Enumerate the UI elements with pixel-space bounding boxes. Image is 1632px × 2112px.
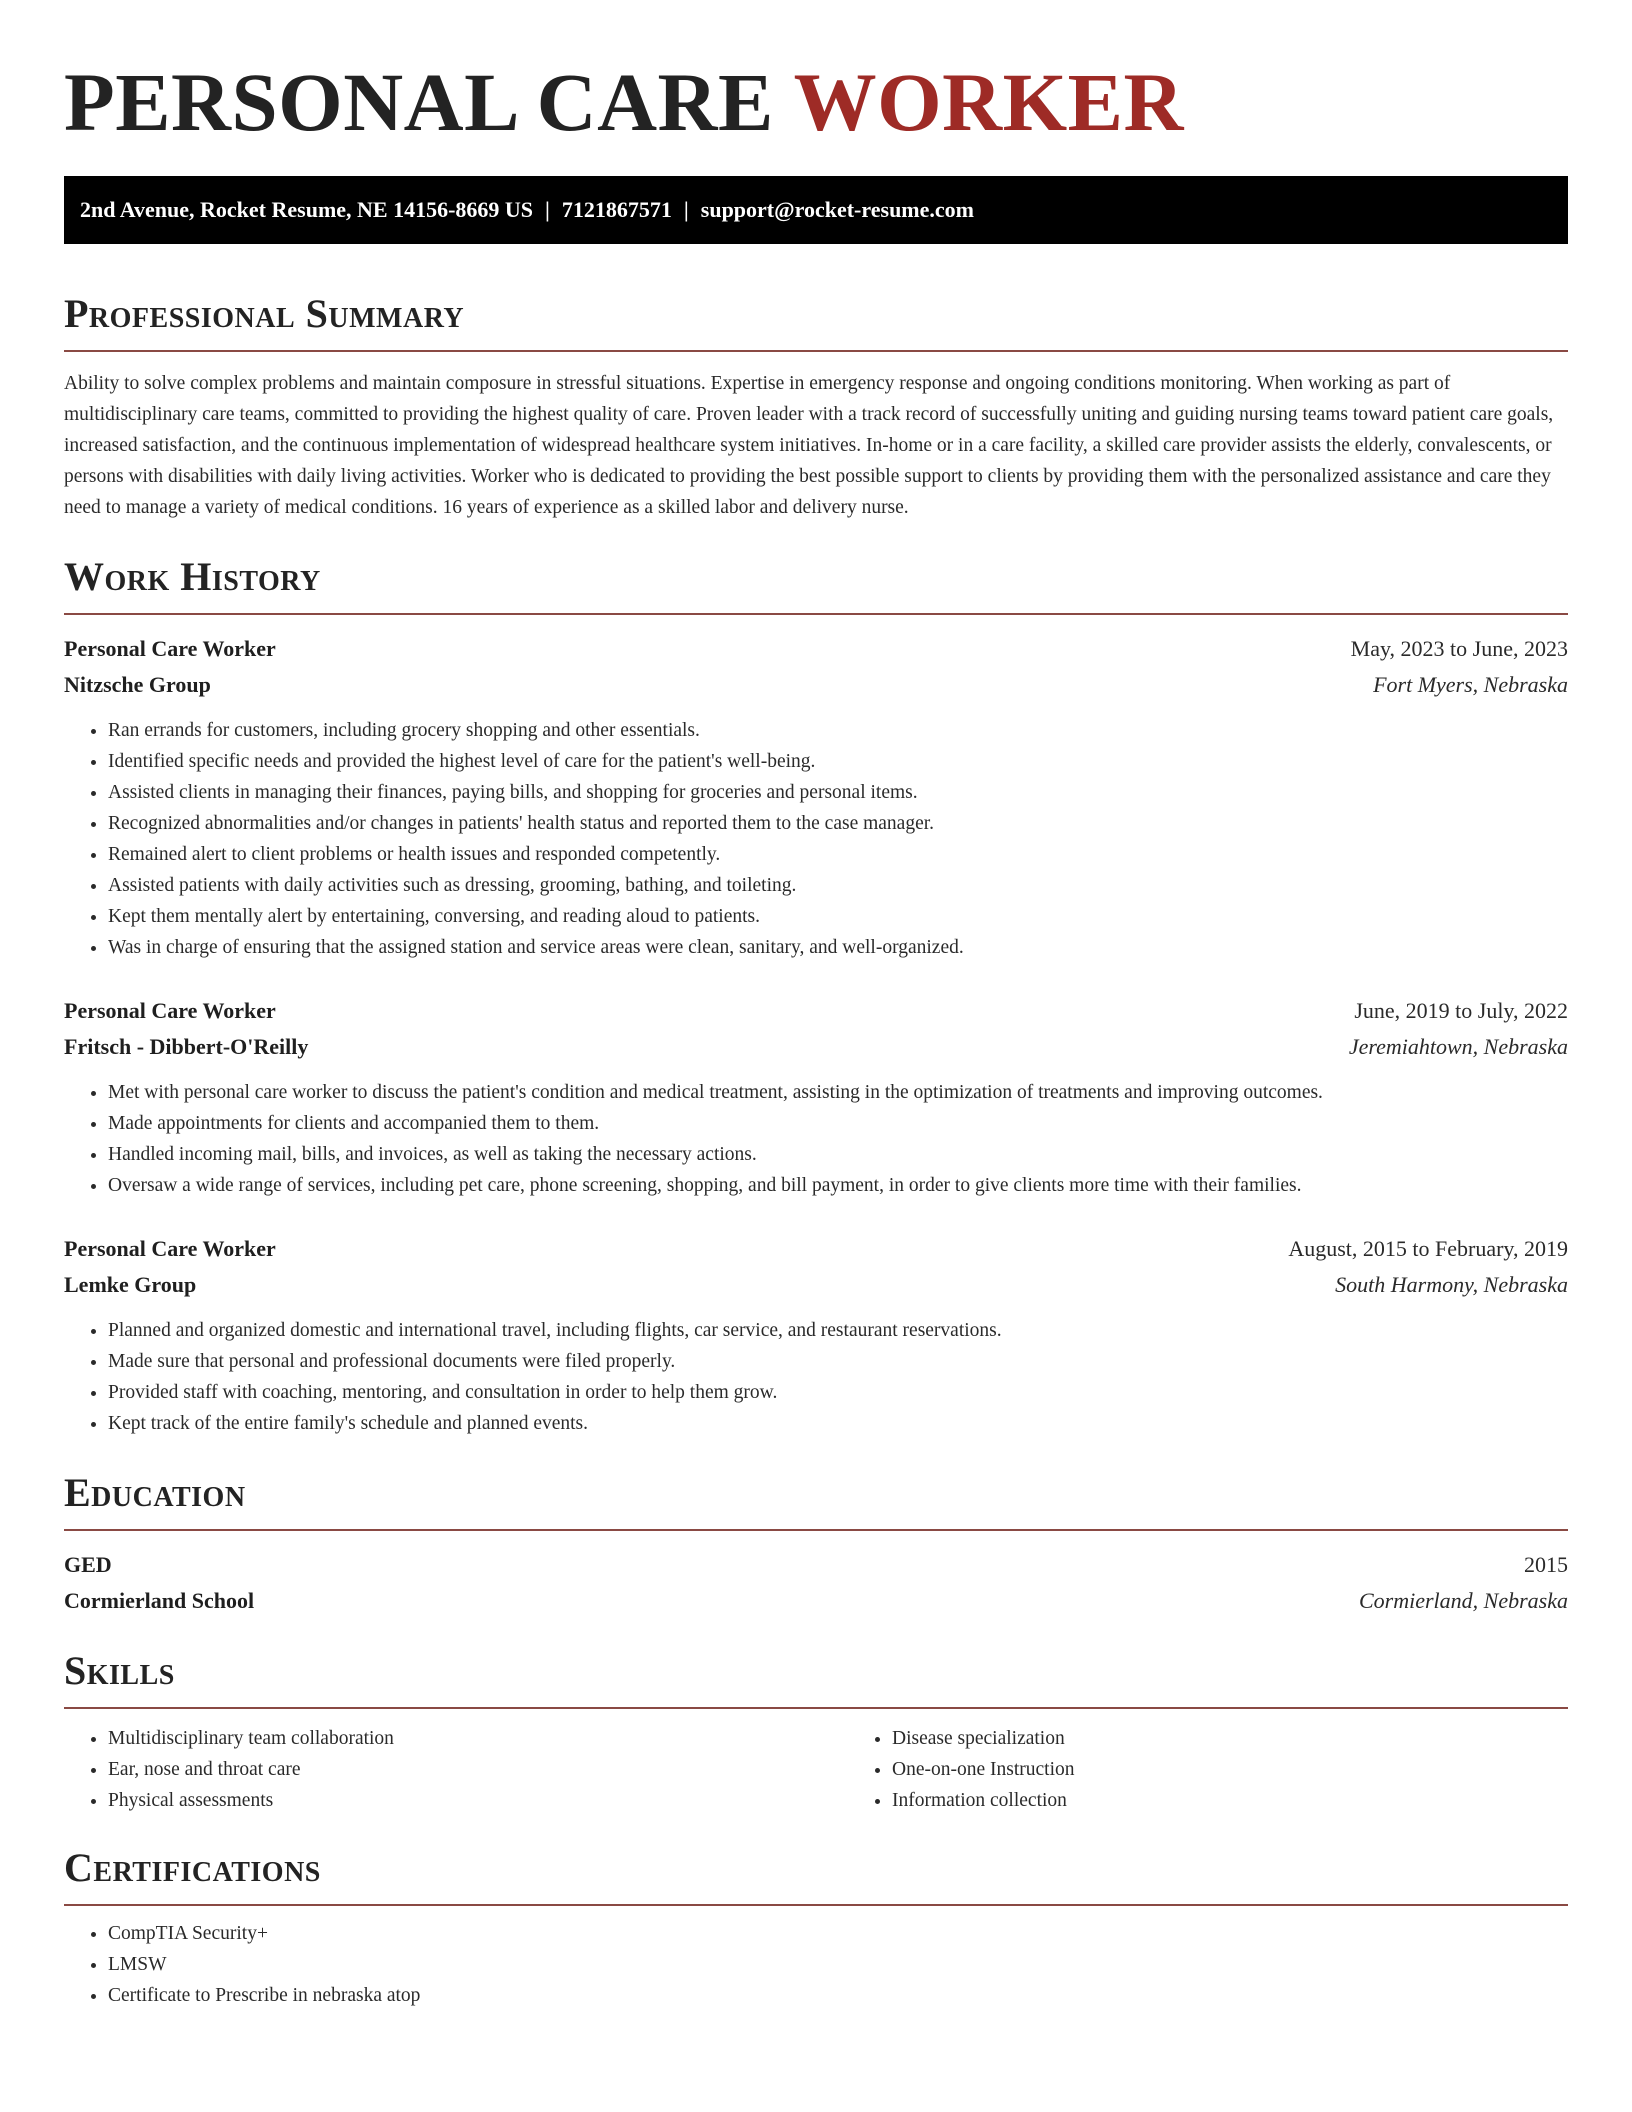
section-title-certifications: Certifications <box>64 1845 321 1890</box>
section-title-work-history: Work History <box>64 554 321 599</box>
title-accent: WORKER <box>793 56 1184 148</box>
skill-item: • Physical assessments <box>108 1785 848 1816</box>
certification-item: • Certificate to Prescribe in nebraska atop <box>108 1980 1568 2011</box>
job-bullet: • Kept track of the entire family's schedule and planned events. <box>108 1408 1568 1439</box>
job-company: Fritsch - Dibbert-O'Reilly <box>64 1034 309 1059</box>
job-bullet: • Made sure that personal and professional documents were filed properly. <box>108 1346 1568 1377</box>
skill-item: • Information collection <box>892 1785 1632 1816</box>
job-bullet: • Met with personal care worker to discuss the patient's condition and medical treatment, assisting in the optimization of treatments and improving outcomes. <box>108 1077 1568 1108</box>
job-dates: August, 2015 to February, 2019 <box>1288 1236 1568 1261</box>
job-role: Personal Care Worker <box>64 636 276 661</box>
section-divider <box>64 613 1568 615</box>
skills-grid <box>64 1723 1568 1816</box>
professional-summary-section <box>64 288 1568 523</box>
job-dates: May, 2023 to June, 2023 <box>1350 636 1568 661</box>
summary-text: Ability to solve complex problems and maintain composure in stressful situations. Expertise in emergency response and ongoing conditions monitoring. When working as part of multidisciplinary care teams, committed to providing the highest quality of care. Proven leader with a track record of successfully uniting and guiding nursing teams toward patient care goals, increased satisfaction, and the continuous implementation of widespread healthcare system initiatives. In-home or in a care facility, a skilled care provider assists the elderly, convalescents, or persons with disabilities with daily living activities. Worker who is dedicated to providing the best possible support to clients by providing them with the personalized assistance and care they need to manage a variety of medical conditions. 16 years of experience as a skilled labor and delivery nurse. <box>64 373 1554 518</box>
job-entry <box>64 1231 1568 1439</box>
contact-email[interactable]: support@rocket-resume.com <box>700 197 974 222</box>
job-company: Lemke Group <box>64 1272 197 1297</box>
section-title-skills: Skills <box>64 1648 175 1693</box>
job-bullet: • Assisted clients in managing their finances, paying bills, and shopping for groceries and personal items. <box>108 777 1568 808</box>
contact-bar <box>64 176 1568 244</box>
education-entry <box>64 1547 1568 1619</box>
certifications-section <box>64 1842 1568 2011</box>
job-bullet: • Ran errands for customers, including grocery shopping and other essentials. <box>108 715 1568 746</box>
education-location: Cormierland, Nebraska <box>1359 1588 1568 1613</box>
education-school-row <box>64 1583 1568 1619</box>
job-bullet: • Identified specific needs and provided the highest level of care for the patient's well-being. <box>108 746 1568 777</box>
education-school: Cormierland School <box>64 1588 255 1613</box>
job-role: Personal Care Worker <box>64 1236 276 1261</box>
section-divider <box>64 1904 1568 1906</box>
skill-item: • Ear, nose and throat care <box>108 1754 848 1785</box>
job-header-row <box>64 993 1568 1029</box>
skills-column-right <box>848 1723 1632 1816</box>
education-header-row <box>64 1547 1568 1583</box>
job-bullets <box>64 715 1568 963</box>
contact-address: 2nd Avenue, Rocket Resume, NE 14156-8669 US <box>80 197 534 222</box>
job-bullet: • Assisted patients with daily activities such as dressing, grooming, bathing, and toileting. <box>108 870 1568 901</box>
skill-item: • Disease specialization <box>892 1723 1632 1754</box>
job-bullet: • Kept them mentally alert by entertaining, conversing, and reading aloud to patients. <box>108 901 1568 932</box>
job-bullet: • Remained alert to client problems or health issues and responded competently. <box>108 839 1568 870</box>
job-entry <box>64 631 1568 963</box>
job-company-row <box>64 1267 1568 1303</box>
job-company-row <box>64 667 1568 703</box>
job-bullet: • Handled incoming mail, bills, and invoices, as well as taking the necessary actions. <box>108 1139 1568 1170</box>
education-year: 2015 <box>1524 1552 1568 1577</box>
job-location: Jeremiahtown, Nebraska <box>1348 1034 1568 1059</box>
job-company-row <box>64 1029 1568 1065</box>
skill-item: • One-on-one Instruction <box>892 1754 1632 1785</box>
job-bullet: • Provided staff with coaching, mentoring, and consultation in order to help them grow. <box>108 1377 1568 1408</box>
job-dates: June, 2019 to July, 2022 <box>1354 998 1568 1023</box>
section-title-summary: Professional Summary <box>64 291 465 336</box>
work-history-section <box>64 551 1568 1439</box>
job-location: South Harmony, Nebraska <box>1335 1272 1568 1297</box>
job-header-row <box>64 631 1568 667</box>
job-entry <box>64 993 1568 1201</box>
job-company: Nitzsche Group <box>64 672 211 697</box>
section-title-education: Education <box>64 1470 246 1515</box>
education-degree: GED <box>64 1552 112 1577</box>
title-main: PERSONAL CARE <box>64 56 774 148</box>
job-bullet: • Oversaw a wide range of services, including pet care, phone screening, shopping, and bill payment, in order to give clients more time with their families. <box>108 1170 1568 1201</box>
section-divider <box>64 1529 1568 1531</box>
certification-item: • CompTIA Security+ <box>108 1918 1568 1949</box>
resume-title <box>64 52 1568 152</box>
skill-item: • Multidisciplinary team collaboration <box>108 1723 848 1754</box>
section-divider <box>64 1707 1568 1709</box>
job-location: Fort Myers, Nebraska <box>1373 672 1568 697</box>
job-bullet: • Planned and organized domestic and international travel, including flights, car service, and restaurant reservations. <box>108 1315 1568 1346</box>
job-bullet: • Was in charge of ensuring that the assigned station and service areas were clean, sanitary, and well-organized. <box>108 932 1568 963</box>
job-bullet: • Recognized abnormalities and/or changes in patients' health status and reported them to the case manager. <box>108 808 1568 839</box>
section-divider <box>64 350 1568 352</box>
job-bullet: • Made appointments for clients and accompanied them to them. <box>108 1108 1568 1139</box>
contact-phone[interactable]: 7121867571 <box>561 197 672 222</box>
job-bullets <box>64 1077 1568 1201</box>
certifications-list <box>64 1918 1568 2011</box>
contact-separator: | <box>545 197 550 222</box>
contact-separator: | <box>683 197 689 222</box>
education-section <box>64 1467 1568 1619</box>
job-header-row <box>64 1231 1568 1267</box>
job-role: Personal Care Worker <box>64 998 276 1023</box>
job-bullets <box>64 1315 1568 1439</box>
certification-item: • LMSW <box>108 1949 1568 1980</box>
skills-column-left <box>64 1723 848 1816</box>
skills-section <box>64 1645 1568 1816</box>
